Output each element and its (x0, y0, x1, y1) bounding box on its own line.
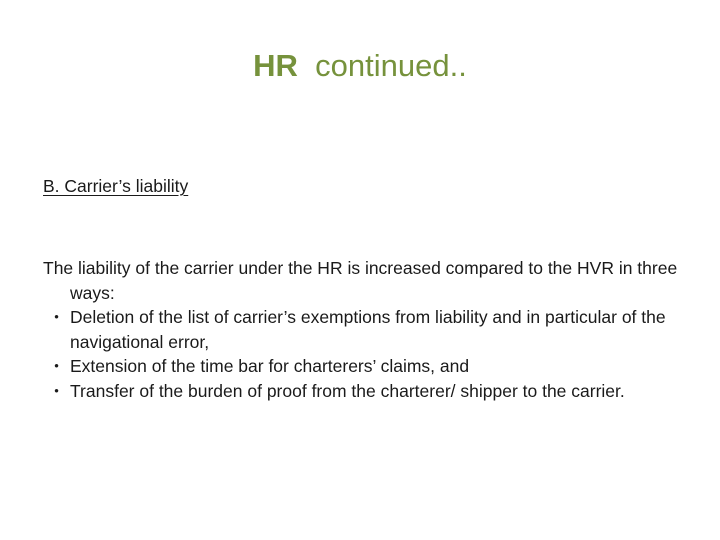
body-content (43, 256, 683, 404)
bullet-text: Deletion of the list of carrier’s exemptions from liability and in particular of the navigational error, (70, 307, 666, 352)
section-subheading: B. Carrier’s liability (43, 176, 189, 196)
slide-title (0, 48, 720, 84)
bullet-list (43, 305, 683, 403)
bullet-icon: • (54, 309, 59, 325)
intro-paragraph: The liability of the carrier under the HR is increased compared to the HVR in three ways: (43, 258, 678, 303)
bullet-item (43, 379, 683, 404)
slide-title-abbreviation: HR (253, 48, 298, 83)
bullet-icon: • (54, 358, 59, 374)
slide-title-rest: continued.. (297, 48, 467, 83)
bullet-item (43, 354, 683, 379)
bullet-item (43, 305, 683, 354)
bullet-text: Transfer of the burden of proof from the charterer/ shipper to the carrier. (70, 380, 625, 401)
bullet-text: Extension of the time bar for charterers’ claims, and (70, 356, 470, 377)
bullet-icon: • (54, 382, 59, 398)
